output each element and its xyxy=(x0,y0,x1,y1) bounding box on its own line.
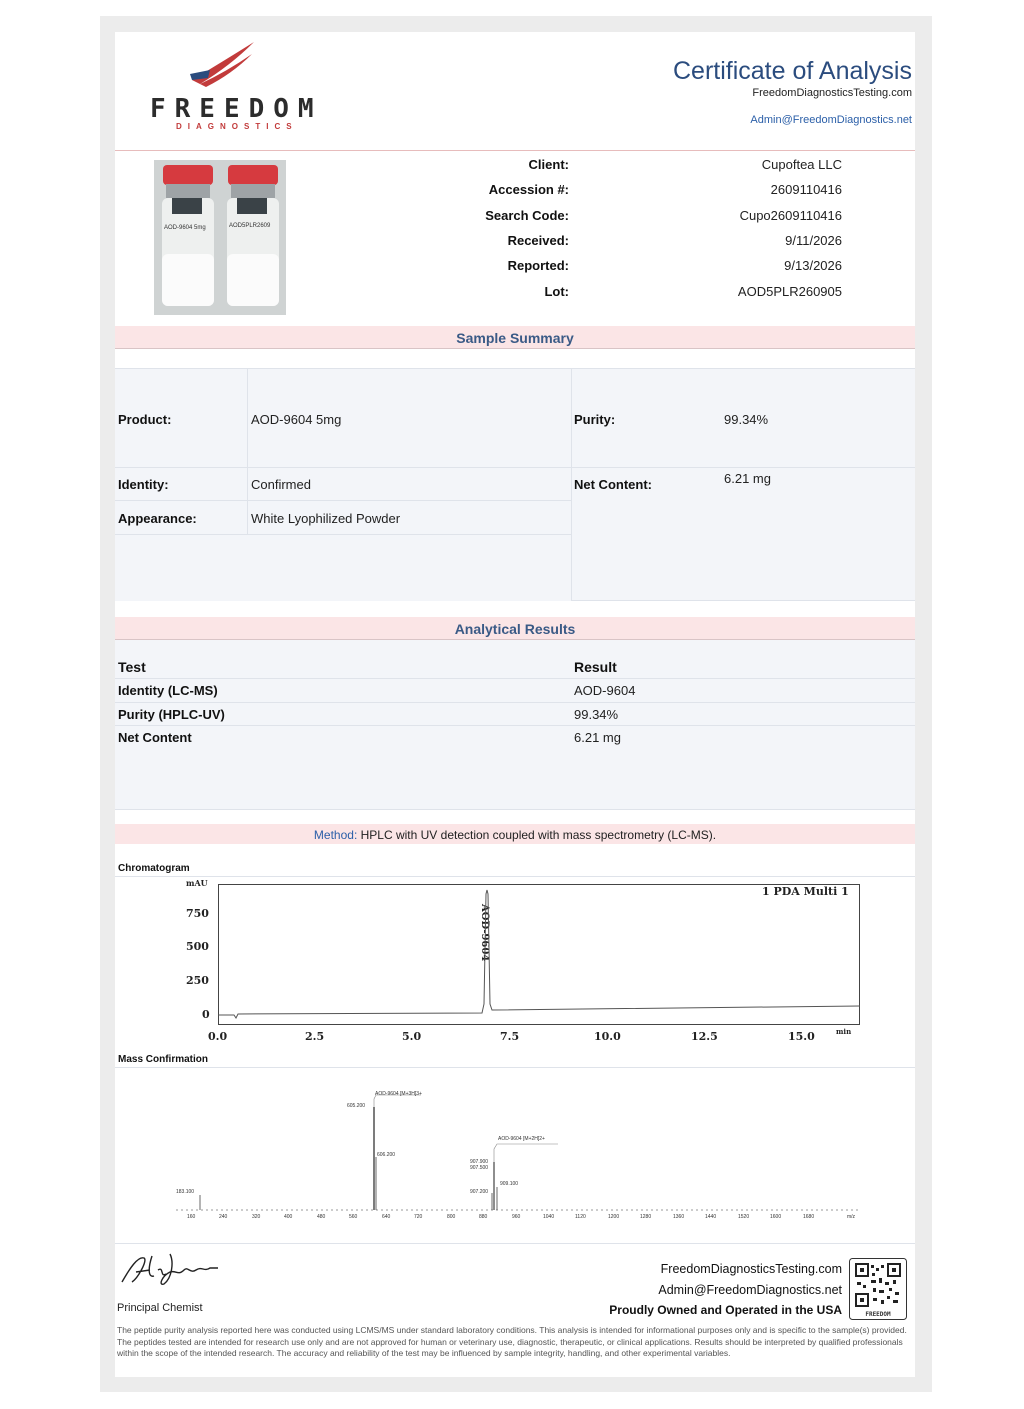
ms-peak-value: 605.200 xyxy=(347,1103,366,1109)
header-divider xyxy=(115,150,915,151)
reported-value: 9/13/2026 xyxy=(784,258,842,273)
ms-x-tick: 320 xyxy=(252,1214,261,1220)
grid-line xyxy=(115,678,915,679)
ms-x-tick: 880 xyxy=(479,1214,488,1220)
brand-subtitle: DIAGNOSTICS xyxy=(176,122,298,131)
appearance-label: Appearance: xyxy=(118,511,197,526)
y-tick-0: 0 xyxy=(202,1008,210,1021)
chromatogram-trace xyxy=(218,890,860,1018)
mass-spectrum-plot xyxy=(176,1085,862,1215)
identity-label: Identity: xyxy=(118,477,169,492)
col-test-header: Test xyxy=(118,659,146,675)
appearance-value: White Lyophilized Powder xyxy=(251,511,401,526)
ms-peak-value: 606.200 xyxy=(377,1152,396,1158)
grid-line xyxy=(247,368,248,534)
ms-callout xyxy=(494,1144,558,1162)
ms-peak-value: 907.500 xyxy=(470,1165,489,1171)
grid-line xyxy=(115,467,915,468)
ms-x-tick: 1600 xyxy=(770,1214,782,1220)
ms-x-tick: 1680 xyxy=(803,1214,815,1220)
chromatogram-legend: 1 PDA Multi 1 xyxy=(762,885,849,898)
grid-line xyxy=(115,1067,915,1068)
method-label: Method: xyxy=(313,828,358,842)
ms-x-tick: 560 xyxy=(349,1214,358,1220)
x-tick: 5.0 xyxy=(402,1030,422,1043)
flag-wing-logo-icon xyxy=(186,40,258,90)
chemist-role: Principal Chemist xyxy=(117,1302,203,1314)
ms-x-tick: 480 xyxy=(317,1214,326,1220)
lot-value: AOD5PLR260905 xyxy=(737,284,842,299)
lot-label: Lot: xyxy=(544,284,569,299)
search-code-label: Search Code: xyxy=(485,208,569,223)
grid-line xyxy=(115,500,571,501)
sample-summary-title: Sample Summary xyxy=(456,330,574,346)
grid-line xyxy=(115,876,915,877)
received-value: 9/11/2026 xyxy=(785,233,842,248)
identity-value: Confirmed xyxy=(251,477,311,492)
x-tick: 10.0 xyxy=(594,1030,621,1043)
grid-line xyxy=(115,809,915,810)
ms-x-tick: 800 xyxy=(447,1214,456,1220)
header-email[interactable]: Admin@FreedomDiagnostics.net xyxy=(750,114,912,126)
ms-x-tick: 720 xyxy=(414,1214,423,1220)
grid-line xyxy=(115,1243,915,1244)
ms-x-tick: 400 xyxy=(284,1214,293,1220)
y-tick-250: 250 xyxy=(186,974,209,987)
x-tick: 12.5 xyxy=(691,1030,718,1043)
client-value: Cupoftea LLC xyxy=(761,157,842,172)
ms-peak-label: AOD-9604 [M+3H]3+ xyxy=(375,1091,422,1097)
ms-x-tick: 1040 xyxy=(543,1214,555,1220)
grid-line xyxy=(115,368,915,369)
ms-x-tick: 1120 xyxy=(575,1214,586,1220)
qr-caption: FREEDOM xyxy=(865,1311,891,1318)
ms-x-tick: 1280 xyxy=(640,1214,652,1220)
purity-value: 99.34% xyxy=(724,412,769,427)
grid-line xyxy=(115,725,915,726)
x-tick: 0.0 xyxy=(208,1030,228,1043)
purity-label: Purity: xyxy=(574,412,616,427)
y-tick-750: 750 xyxy=(186,907,209,920)
search-code-value: Cupo2609110416 xyxy=(739,208,842,223)
accession-label: Accession #: xyxy=(488,182,569,197)
footer-email[interactable]: Admin@FreedomDiagnostics.net xyxy=(658,1283,842,1297)
ms-peak-value: 909.100 xyxy=(500,1181,519,1187)
grid-line xyxy=(115,702,915,703)
plot-frame xyxy=(219,885,860,1025)
ms-x-unit: m/z xyxy=(847,1214,856,1220)
y-tick-500: 500 xyxy=(186,940,209,953)
reported-label: Reported: xyxy=(507,258,569,273)
ms-x-tick: 1440 xyxy=(705,1214,717,1220)
x-tick: 7.5 xyxy=(500,1030,520,1043)
table-row-test: Purity (HPLC-UV) xyxy=(118,707,225,722)
table-row-test: Identity (LC-MS) xyxy=(118,683,218,698)
product-value: AOD-9604 5mg xyxy=(251,412,342,427)
table-row-result: 6.21 mg xyxy=(574,730,621,745)
table-row-result: AOD-9604 xyxy=(574,683,636,698)
net-content-value: 6.21 mg xyxy=(724,471,771,486)
grid-line xyxy=(115,534,571,535)
ms-x-tick: 640 xyxy=(382,1214,391,1220)
page-title: Certificate of Analysis xyxy=(673,57,912,85)
grid-line xyxy=(571,600,915,601)
ms-peak-value: 183.100 xyxy=(176,1189,195,1195)
x-tick: 2.5 xyxy=(305,1030,325,1043)
footer-website[interactable]: FreedomDiagnosticsTesting.com xyxy=(660,1262,842,1276)
method-line xyxy=(115,828,915,842)
chromatogram-plot xyxy=(218,884,861,1026)
received-label: Received: xyxy=(507,233,569,248)
product-label: Product: xyxy=(118,412,172,427)
header-website[interactable]: FreedomDiagnosticsTesting.com xyxy=(752,87,912,99)
qr-code-icon[interactable] xyxy=(849,1258,907,1320)
disclaimer-text: The peptide purity analysis reported here was conducted using LCMS/MS under standard laboratory conditions. This analysis is intended for informational purposes only and is specific to the sample(s) provided. The peptides tested are intended for research use only and are not approved for human or veterinary use, diagnostic, therapeutic, or clinical applications. Results should be interpreted by qualified professionals within the scope of the intended research. The accuracy and reliability of the test may be influenced by sample integrity, handling, and other experimental variables. xyxy=(117,1325,907,1358)
client-label: Client: xyxy=(528,157,569,172)
ms-x-tick: 960 xyxy=(512,1214,521,1220)
analytical-results-title: Analytical Results xyxy=(454,621,576,637)
ms-x-tick: 1520 xyxy=(738,1214,750,1220)
ms-peak-label: AOD-9604 [M+2H]2+ xyxy=(498,1136,545,1142)
net-content-label: Net Content: xyxy=(574,477,652,492)
method-band xyxy=(115,824,915,844)
table-row-test: Net Content xyxy=(118,730,192,745)
mass-confirmation-title: Mass Confirmation xyxy=(118,1054,209,1065)
signature-image xyxy=(118,1248,222,1290)
y-unit: mAU xyxy=(186,878,208,888)
ms-x-tick: 1200 xyxy=(608,1214,620,1220)
peak-label: AOD-9604 xyxy=(479,904,490,962)
x-unit: min xyxy=(836,1027,852,1036)
ms-peak-value: 907.900 xyxy=(470,1159,489,1165)
table-row-result: 99.34% xyxy=(574,707,619,722)
ms-peak-value: 907.200 xyxy=(470,1189,489,1195)
sample-summary-band xyxy=(115,326,915,349)
grid-line xyxy=(571,368,572,600)
ms-x-tick: 240 xyxy=(219,1214,228,1220)
chromatogram-title: Chromatogram xyxy=(118,863,190,874)
ms-x-tick: 1360 xyxy=(673,1214,685,1220)
brand-name: FREEDOM xyxy=(150,94,323,124)
x-tick: 15.0 xyxy=(788,1030,815,1043)
col-result-header: Result xyxy=(574,659,617,675)
method-text: HPLC with UV detection coupled with mass spectrometry (LC-MS). xyxy=(360,828,717,842)
accession-value: 2609110416 xyxy=(770,182,842,197)
vials-photo xyxy=(154,160,286,315)
footer-tagline: Proudly Owned and Operated in the USA xyxy=(609,1303,842,1317)
analytical-results-band xyxy=(115,617,915,640)
vial-label-2: AOD5PLR2609 xyxy=(229,223,271,229)
sample-summary-panel xyxy=(115,368,915,601)
ms-x-tick: 160 xyxy=(187,1214,196,1220)
vial-label-1: AOD-9604 5mg xyxy=(164,225,206,231)
